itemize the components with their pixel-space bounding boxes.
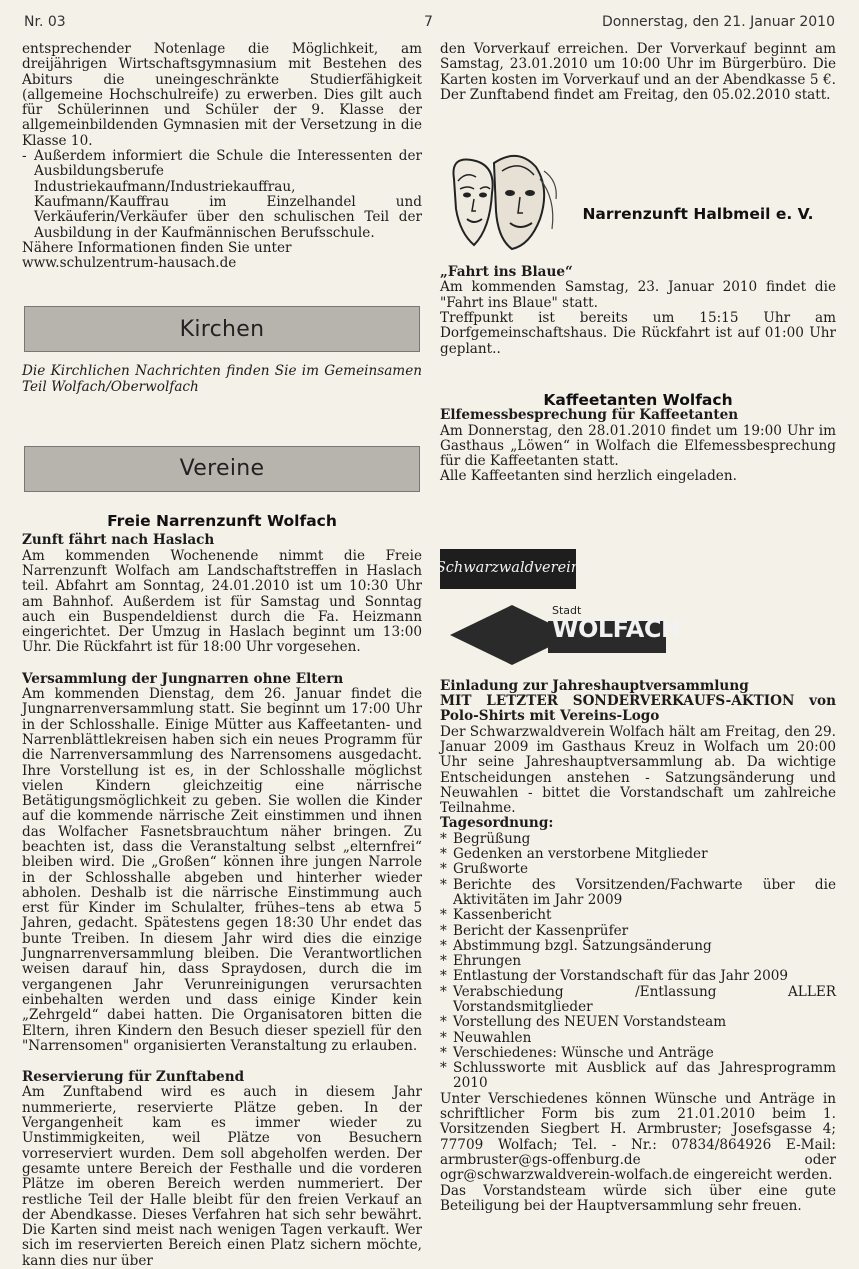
agenda-item bbox=[440, 954, 836, 969]
agenda-item bbox=[440, 969, 836, 984]
school-bullet-list bbox=[22, 149, 422, 241]
article-text-jungnarren: Am kommenden Dienstag, dem 26. Januar findet die Jungnarrenversammlung statt. Sie beginnt um 17:00 Uhr in der Schlosshalle. Einige Mütter aus Kaffeetanten- und Narrenblättlekreisen haben sich ein neues Programm für die Narrenversammlung des Narrensomens ausgedacht. Ihre Vorstellung ist es, in der Schlosshalle möglichst vielen Kindern gleichzeitig eine närrische Betätigungsmöglichkeit zu geben. Sie wollen die Kinder auf die kommende närrische Zeit einstimmen und ihnen das Wolfacher Fasnetsbrauchtum näher bringen. Zu beachten ist, dass die Veranstaltung selbst „elternfrei“ bleiben wird. Die „Großen“ können ihre jungen Narrole in der Schlosshalle abgeben und hinterher wieder abholen. Deshalb ist die närrische Einstimmung auch erst für Kinder im Schulalter, frühes–tens ab etwa 5 Jahren, gedacht. Spätestens gegen 18:30 Uhr endet das bunte Treiben. In diesem Jahr wird dies die einzige Jungnarrenversammlung bleiben. Die Verantwortlichen weisen darauf hin, dass Spraydosen, durch die im vergangenen Jahr Verunreinigungen verursachten einbehalten werden und dass einige Kinder kein „Zehrgeld“ dabei hatten. Die Organisatoren bitten die Eltern, ihren Kindern den Besuch dieser speziell für den "Narrensomen" organisierten Veranstaltung zu erlauben. bbox=[22, 686, 422, 1054]
article-text-elfemess-2: Alle Kaffeetanten sind herzlich eingeladen. bbox=[440, 468, 737, 485]
agenda-item-text: Bericht der Kassenprüfer bbox=[453, 922, 629, 939]
section-bar-vereine: Vereine bbox=[24, 446, 420, 492]
article-title-fahrt-ins-blaue: „Fahrt ins Blaue“ bbox=[440, 264, 573, 281]
page-number: 7 bbox=[424, 14, 433, 30]
agenda-item-text: Entlastung der Vorstandschaft für das Jahr 2009 bbox=[453, 968, 789, 985]
kirchen-note: Die Kirchlichen Nachrichten finden Sie im Gemeinsamen Teil Wolfach/Oberwolfach bbox=[22, 363, 422, 395]
bullet-dash: - bbox=[22, 148, 27, 165]
agenda-star: * bbox=[440, 907, 447, 924]
agenda-item-text: Berichte des Vorsitzenden/Fachwarte über die Aktivitäten im Jahr 2009 bbox=[453, 876, 836, 908]
agenda-star: * bbox=[440, 953, 447, 970]
agenda-list bbox=[440, 832, 836, 1092]
agenda-star: * bbox=[440, 876, 447, 893]
agenda-item-text: Grußworte bbox=[453, 861, 529, 878]
stadt-label: Stadt bbox=[552, 603, 582, 617]
agenda-star: * bbox=[440, 1014, 447, 1031]
agenda-item-text: Abstimmung bzgl. Satzungsänderung bbox=[453, 937, 712, 954]
agenda-star: * bbox=[440, 983, 447, 1000]
agenda-star: * bbox=[440, 1029, 447, 1046]
school-intro-text: entsprechender Notenlage die Möglichkeit, am dreijährigen Wirtschaftsgymnasium mit Bestehen des Abiturs die uneingeschränkte Studierfähigkeit (allgemeine Hochschulreife) zu erwerben. Dies gilt auch für Schülerinnen und Schüler der 9. Klasse der allgemeinbildenden Gymnasien mit der Versetzung in die Klasse 10. bbox=[22, 41, 422, 149]
article-text-zunft-faehrt: Am kommenden Wochenende nimmt die Freie Narrenzunft Wolfach am Landschaftstreffen in Haslach teil. Abfahrt am Sonntag, 24.01.2010 ist um 10:30 Uhr am Bahnhof. Außerdem ist für Samstag und Sonntag auch ein Buspendeldienst durch die Fa. Heizmann eingerichtet. Der Umzug in Haslach beginnt um 13:00 Uhr. Die Rückfahrt ist für 18:00 Uhr vorgesehen. bbox=[22, 547, 422, 656]
issue-number: Nr. 03 bbox=[24, 14, 66, 30]
agenda-item bbox=[440, 862, 836, 877]
agenda-item-text: Neuwahlen bbox=[453, 1029, 532, 1046]
school-bullet-item bbox=[22, 149, 422, 241]
right-column bbox=[435, 41, 836, 1214]
agenda-star: * bbox=[440, 922, 447, 939]
article-text-elfemess-1: Am Donnerstag, den 28.01.2010 findet um 19:00 Uhr im Gasthaus „Löwen“ in Wolfach die Elfemessbesprechung für die Kaffeetanten statt. bbox=[440, 422, 836, 470]
article-text-reservierung: Am Zunftabend wird es auch in diesem Jahr nummerierte, reservierte Plätze geben. In der Vergangenheit kam es immer wieder zu Unstimmigkeiten, weil Plätze von Besuchern vorreserviert wurden. Dem soll abgeholfen werden. Der gesamte untere Bereich der Festhalle und die vorderen Plätze im oberen Bereich werden nummeriert. Der restliche Teil der Halle bleibt für den freien Verkauf an der Abendkasse. Dieses Verfahren hat sich sehr bewährt. Die Karten sind meist nach wenigen Tagen verkauft. Wer sich im reservierten Bereich einen Platz sichern möchte, kann dies nur über bbox=[22, 1084, 422, 1269]
agenda-item bbox=[440, 1046, 836, 1061]
article-title-jungnarren: Versammlung der Jungnarren ohne Eltern bbox=[22, 670, 344, 687]
agenda-star: * bbox=[440, 937, 447, 954]
invitation-text: Der Schwarzwaldverein Wolfach hält am Freitag, den 29. Januar 2009 im Gasthaus Kreuz in Wolfach um 20:00 Uhr seine Jahreshauptversammlung ab. Da wichtige Entscheidungen anstehen - Satzungsänderung und Neuwahlen - bittet die Vorstandschaft um zahlreiche Teilnahme. bbox=[440, 723, 836, 817]
invitation-subtitle: MIT LETZTER SONDERVERKAUFS-AKTION von Polo-Shirts mit Vereins-Logo bbox=[440, 693, 836, 725]
section-bar-kirchen: Kirchen bbox=[24, 306, 420, 352]
stadt-wolfach-logo bbox=[440, 603, 681, 667]
agenda-star: * bbox=[440, 1044, 447, 1061]
school-url-link[interactable]: www.schulzentrum-hausach.de bbox=[22, 255, 237, 272]
article-text-fahrt-1: Am kommenden Samstag, 23. Januar 2010 findet die "Fahrt ins Blaue" statt. bbox=[440, 279, 836, 311]
agenda-item bbox=[440, 847, 836, 862]
club-heading-kaffeetanten: Kaffeetanten Wolfach bbox=[543, 390, 733, 409]
agenda-item-text: Ehrungen bbox=[453, 953, 522, 970]
agenda-star: * bbox=[440, 968, 447, 985]
article-title-reservierung: Reservierung für Zunftabend bbox=[22, 1069, 245, 1086]
agenda-item bbox=[440, 1031, 836, 1046]
agenda-item bbox=[440, 832, 836, 847]
agenda-item bbox=[440, 1015, 836, 1030]
agenda-item-text: Schlussworte mit Ausblick auf das Jahresprogramm 2010 bbox=[453, 1060, 836, 1092]
agenda-item-text: Vorstellung des NEUEN Vorstandsteam bbox=[453, 1014, 727, 1031]
invitation-title: Einladung zur Jahreshauptversammlung bbox=[440, 677, 749, 694]
school-bullet-text: Außerdem informiert die Schule die Interessenten der Ausbildungsberufe Industriekaufmann/Industriekauffrau, Kaufmann/Kauffrau im Einzelhandel und Verkäuferin/Verkäufer über den schulischen Teil der Ausbildung in der Kaufmännischen Berufsschule. bbox=[34, 148, 422, 241]
agenda-item bbox=[440, 1061, 836, 1092]
agenda-item-text: Verschiedenes: Wünsche und Anträge bbox=[453, 1044, 714, 1061]
article-title-zunft-faehrt: Zunft fährt nach Haslach bbox=[22, 532, 215, 549]
article-title-elfemess: Elfemessbesprechung für Kaffeetanten bbox=[440, 407, 739, 424]
agenda-item-text: Verabschiedung /Entlassung ALLER Vorstandsmitglieder bbox=[453, 983, 836, 1015]
halbmeil-header bbox=[440, 149, 836, 251]
agenda-item bbox=[440, 878, 836, 909]
closing-text-1: Unter Verschiedenes können Wünsche und Anträge in schriftlicher Form bis zum 21.01.2010 beim 1. Vorsitzenden Siegbert H. Armbruster; Josefsgasse 4; 77709 Wolfach; Tel. - Nr.: 07834/864926 E-Mail: armbruster@gs-offenburg.de oder ogr@schwarzwaldverein-wolfach.de eingereicht werden. bbox=[440, 1090, 836, 1184]
school-info-line: Nähere Informationen finden Sie unter bbox=[22, 239, 292, 256]
article-text-vorverkauf: den Vorverkauf erreichen. Der Vorverkauf beginnt am Samstag, 23.01.2010 um 10:00 Uhr im Bürgerbüro. Die Karten kosten im Vorverkauf und an der Abendkasse 5 €. Der Zunftabend findet am Freitag, den 05.02.2010 statt. bbox=[440, 41, 836, 103]
agenda-star: * bbox=[440, 830, 447, 847]
agenda-item bbox=[440, 985, 836, 1016]
wolfach-label: WOLFACH bbox=[552, 614, 681, 643]
left-column bbox=[22, 42, 422, 1269]
article-text-fahrt-2: Treffpunkt ist bereits um 15:15 Uhr am Dorfgemeinschaftshaus. Die Rückfahrt ist auf 01:00 Uhr geplant.. bbox=[440, 310, 836, 357]
agenda-star: * bbox=[440, 1060, 447, 1077]
closing-text-2: Das Vorstandsteam würde sich über eine gute Beteiligung bei der Hauptversammlung sehr freuen. bbox=[440, 1182, 836, 1214]
agenda-star: * bbox=[440, 861, 447, 878]
agenda-title: Tagesordnung: bbox=[440, 815, 554, 832]
agenda-item-text: Gedenken an verstorbene Mitglieder bbox=[453, 846, 708, 863]
agenda-item bbox=[440, 908, 836, 923]
carnival-masks-icon bbox=[440, 149, 560, 251]
agenda-item bbox=[440, 924, 836, 939]
agenda-item bbox=[440, 939, 836, 954]
club-heading-halbmeil: Narrenzunft Halbmeil e. V. bbox=[582, 204, 814, 223]
schwarzwaldverein-logo: Schwarzwaldverein bbox=[440, 549, 576, 589]
agenda-item-text: Begrüßung bbox=[453, 830, 531, 847]
agenda-item-text: Kassenbericht bbox=[453, 907, 552, 924]
club-heading-freie-narrenzunft: Freie Narrenzunft Wolfach bbox=[107, 512, 337, 531]
issue-date: Donnerstag, den 21. Januar 2010 bbox=[601, 14, 835, 30]
agenda-star: * bbox=[440, 846, 447, 863]
